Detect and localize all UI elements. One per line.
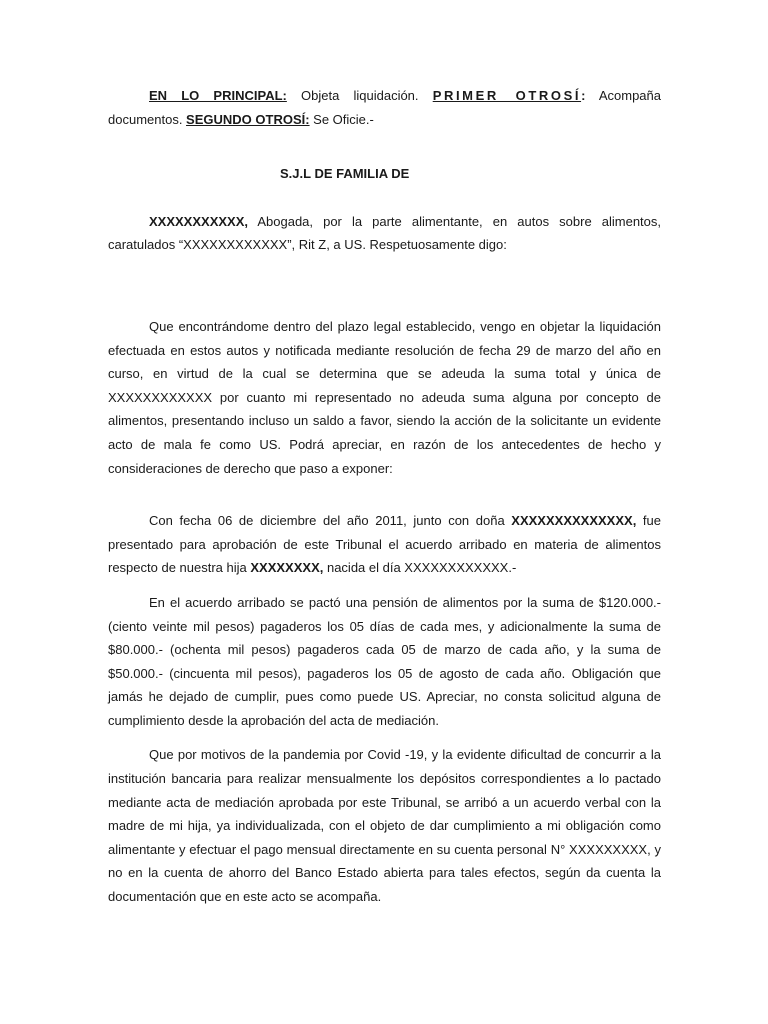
primer-otrosi-colon: : [581, 88, 586, 103]
p2-text-a: Con fecha 06 de diciembre del año 2011, junto con doña [149, 513, 512, 529]
intro-paragraph [108, 210, 661, 257]
court-addressee: S.J.L DE FAMILIA DE [280, 166, 410, 182]
p2-text-c: nacida el día XXXXXXXXXXXX.- [323, 560, 517, 576]
p2-text-b: fue presentado para aprobación de este Tribunal el acuerdo arribado en materia de alimentos respecto de nuestra hija [108, 513, 661, 576]
paragraph-objection: Que encontrándome dentro del plazo legal establecido, vengo en objetar la liquidación efectuada en estos autos y notificada mediante resolución de fecha 29 de marzo del año en curso, en virtud de la cual se determina que se adeuda la suma total y única de XXXXXXXXXXXX por cuanto mi representado no adeuda suma alguna por concepto de alimentos, presentando incluso un saldo a favor, siendo la acción de la solicitante un evidente acto de mala fe como US. Podrá apreciar, en razón de los antecedentes de hecho y consideraciones de derecho que paso a exponer: [108, 318, 661, 476]
daughter-name: XXXXXXXX, [250, 560, 324, 576]
segundo-otrosi-text: Se Oficie.- [309, 111, 374, 127]
principal-label: EN LO PRINCIPAL: [149, 88, 287, 103]
document-page [108, 84, 661, 909]
paragraph-pandemic-agreement: Que por motivos de la pandemia por Covid -19, y la evidente dificultad de concurrir a la institución bancaria para realizar mensualmente los depósitos correspondientes a lo pactado mediante acta de mediación aprobada por este Tribunal, se arribó a un acuerdo verbal con la madre de mi hija, ya individualizada, con el objeto de dar cumplimiento a mi obligación como alimentante y efectuar el pago mensual directamente en su cuenta personal N° XXXXXXXXX, y no en la cuenta de ahorro del Banco Estado abierta para tales efectos, según da cuenta la documentación que en este acto se acompaña. [108, 747, 661, 905]
primer-otrosi-text: Acompaña documentos. [108, 88, 661, 127]
paragraph-agreement-date [108, 509, 661, 580]
principal-text: Objeta liquidación. [286, 88, 433, 103]
mother-name: XXXXXXXXXXXXXX, [511, 513, 637, 529]
intro-text: Abogada, por la parte alimentante, en autos sobre alimentos, caratulados “XXXXXXXXXXXX”, Rit Z, a US. Respetuosamente digo: [108, 213, 661, 253]
primer-otrosi-label: PRIMER OTROSÍ [432, 88, 582, 103]
document-heading [108, 84, 661, 131]
paragraph-pension-terms: En el acuerdo arribado se pactó una pensión de alimentos por la suma de $120.000.- (ciento veinte mil pesos) pagaderos los 05 días de cada mes, y adicionalmente la suma de $80.000.- (ochenta mil pesos) pagaderos cada 05 de marzo de cada año, y la suma de $50.000.- (cincuenta mil pesos), pagaderos los 05 de agosto de cada año. Obligación que jamás he dejado de cumplir, pues como puede US. Apreciar, no consta solicitud alguna de cumplimiento desde la aprobación del acta de mediación. [108, 594, 661, 728]
lawyer-name: XXXXXXXXXXX, [149, 213, 248, 229]
segundo-otrosi-label: SEGUNDO OTROSÍ: [186, 111, 310, 127]
